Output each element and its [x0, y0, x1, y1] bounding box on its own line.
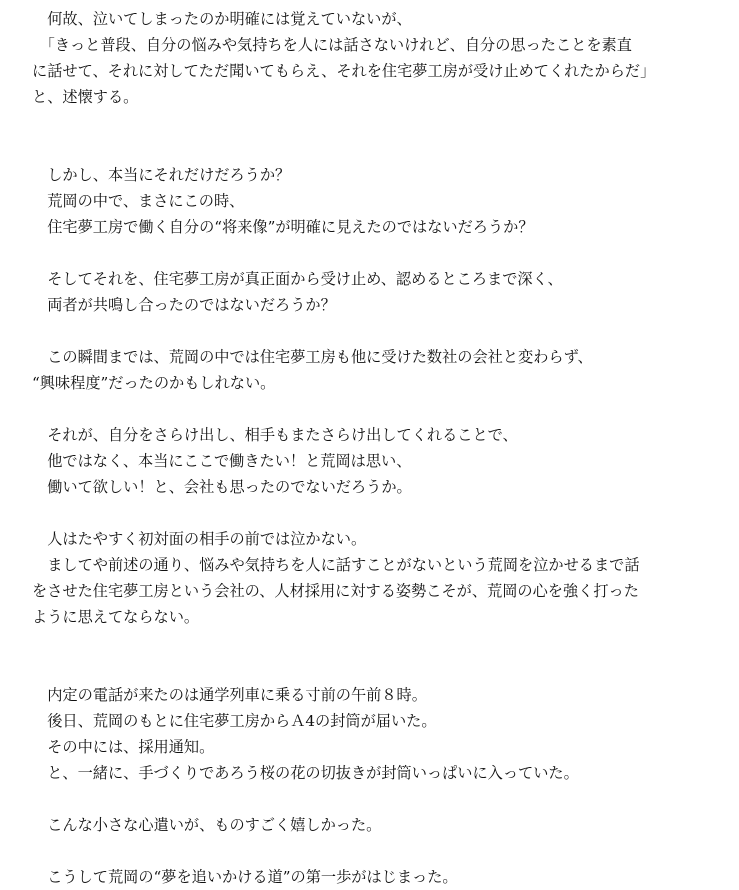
- text-line: ように思えてならない。: [32, 608, 200, 626]
- blank-line: [32, 318, 712, 344]
- text-line: 住宅夢工房で働く自分の“将来像”が明確に見えたのではないだろうか？: [32, 218, 534, 236]
- text-line: 荒岡の中で、まさにこの時、: [32, 192, 245, 210]
- document-page: [32, 6, 712, 890]
- blank-line: [32, 630, 712, 656]
- text-line: 人はたやすく初対面の相手の前では泣かない。: [32, 530, 367, 548]
- text-line: その中には、採用通知。: [32, 738, 215, 756]
- text-line: 何故、泣いてしまったのか明確には覚えていないが、: [32, 10, 412, 28]
- text-line: こんな小さな心遣いが、ものすごく嬉しかった。: [32, 816, 382, 834]
- text-line: と、一緒に、手づくりであろう桜の花の切抜きが封筒いっぱいに入っていた。: [32, 764, 579, 782]
- text-line: 両者が共鳴し合ったのではないだろうか？: [32, 296, 336, 314]
- text-line: 働いて欲しい！と、会社も思ったのでないだろうか。: [32, 478, 412, 496]
- blank-line: [32, 396, 712, 422]
- blank-line: [32, 500, 712, 526]
- blank-line: [32, 110, 712, 136]
- text-line: しかし、本当にそれだけだろうか？: [32, 166, 291, 184]
- text-line: 後日、荒岡のもとに住宅夢工房からＡ4の封筒が届いた。: [32, 712, 437, 730]
- text-line: をさせた住宅夢工房という会社の、人材採用に対する姿勢こそが、荒岡の心を強く打った: [32, 582, 639, 600]
- text-line: ましてや前述の通り、悩みや気持ちを人に話すことがないという荒岡を泣かせるまで話: [32, 556, 640, 574]
- text-line: と、述懐する。: [32, 88, 139, 106]
- text-line: “興味程度”だったのかもしれない。: [32, 374, 276, 392]
- blank-line: [32, 136, 712, 162]
- text-line: 「きっと普段、自分の悩みや気持ちを人には話さないけれど、自分の思ったことを素直: [32, 36, 632, 54]
- text-line: そしてそれを、住宅夢工房が真正面から受け止め、認めるところまで深く、: [32, 270, 563, 288]
- text-line: この瞬間までは、荒岡の中では住宅夢工房も他に受けた数社の会社と変わらず、: [32, 348, 593, 366]
- blank-line: [32, 786, 712, 812]
- blank-line: [32, 656, 712, 682]
- blank-line: [32, 838, 712, 864]
- text-line: 内定の電話が来たのは通学列車に乗る寸前の午前８時。: [32, 686, 427, 704]
- text-line: に話せて、それに対してただ聞いてもらえ、それを住宅夢工房が受け止めてくれたからだ」: [32, 62, 656, 80]
- text-line: こうして荒岡の“夢を追いかける道”の第一歩がはじまった。: [32, 868, 458, 886]
- blank-line: [32, 240, 712, 266]
- text-line: 他ではなく、本当にここで働きたい！と荒岡は思い、: [32, 452, 412, 470]
- text-line: それが、自分をさらけ出し、相手もまたさらけ出してくれることで、: [32, 426, 518, 444]
